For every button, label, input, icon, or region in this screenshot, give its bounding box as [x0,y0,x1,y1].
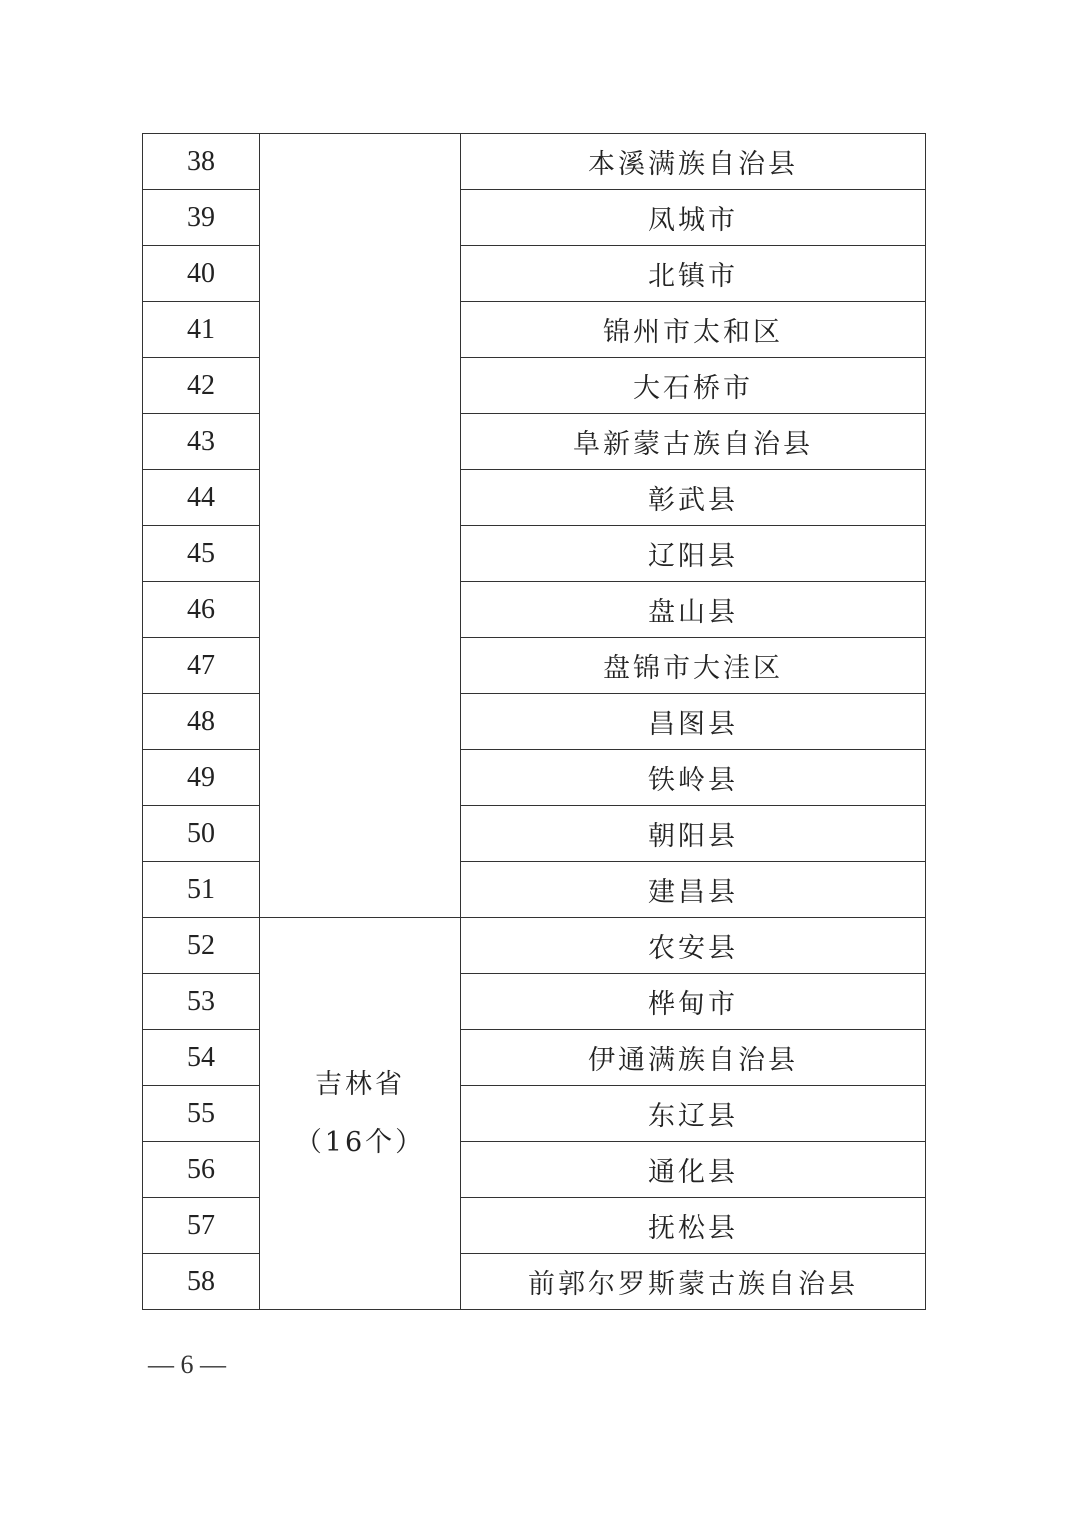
row-number: 51 [143,862,260,918]
county-table [142,133,926,1310]
county-name: 锦州市太和区 [461,302,926,358]
county-name: 前郭尔罗斯蒙古族自治县 [461,1254,926,1310]
row-number: 47 [143,638,260,694]
county-name: 北镇市 [461,246,926,302]
province-cell-liaoning-continued [260,134,461,918]
county-name: 通化县 [461,1142,926,1198]
row-number: 52 [143,918,260,974]
county-name: 建昌县 [461,862,926,918]
row-number: 54 [143,1030,260,1086]
table-row [143,918,926,974]
county-name: 彰武县 [461,470,926,526]
row-number: 53 [143,974,260,1030]
county-name: 桦甸市 [461,974,926,1030]
row-number: 38 [143,134,260,190]
county-name: 东辽县 [461,1086,926,1142]
county-name: 大石桥市 [461,358,926,414]
province-name: 吉林省 [315,1068,405,1100]
county-name: 铁岭县 [461,750,926,806]
row-number: 44 [143,470,260,526]
province-cell-jilin [260,918,461,1310]
county-name: 凤城市 [461,190,926,246]
row-number: 46 [143,582,260,638]
row-number: 55 [143,1086,260,1142]
row-number: 56 [143,1142,260,1198]
county-name: 抚松县 [461,1198,926,1254]
county-name: 昌图县 [461,694,926,750]
table-row [143,134,926,190]
province-count: （16个） [294,1126,426,1158]
county-name: 阜新蒙古族自治县 [461,414,926,470]
county-name: 伊通满族自治县 [461,1030,926,1086]
row-number: 42 [143,358,260,414]
county-name: 辽阳县 [461,526,926,582]
row-number: 41 [143,302,260,358]
county-name: 盘锦市大洼区 [461,638,926,694]
row-number: 40 [143,246,260,302]
county-name: 朝阳县 [461,806,926,862]
row-number: 43 [143,414,260,470]
row-number: 49 [143,750,260,806]
page-number: — 6 — [148,1350,226,1379]
row-number: 48 [143,694,260,750]
county-name: 本溪满族自治县 [461,134,926,190]
row-number: 39 [143,190,260,246]
row-number: 57 [143,1198,260,1254]
county-name: 农安县 [461,918,926,974]
row-number: 50 [143,806,260,862]
row-number: 45 [143,526,260,582]
row-number: 58 [143,1254,260,1310]
county-name: 盘山县 [461,582,926,638]
